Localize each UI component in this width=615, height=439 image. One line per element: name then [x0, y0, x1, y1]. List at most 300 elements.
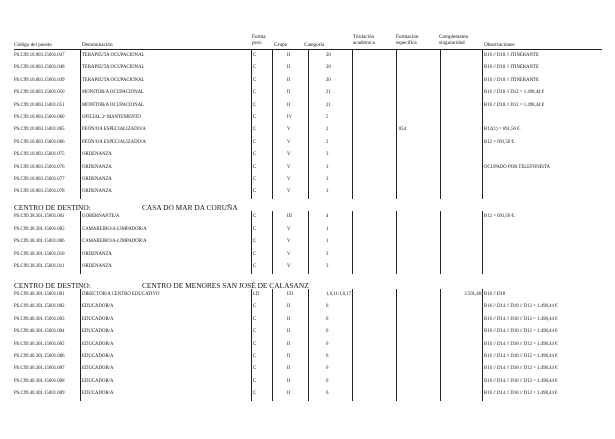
column-divider: [482, 186, 483, 198]
column-divider: [272, 236, 273, 249]
column-divider: [80, 301, 81, 313]
cell-forma-prov: C: [253, 65, 257, 71]
cell-forma-prov: C: [253, 264, 257, 270]
column-divider: [352, 174, 353, 186]
cell-categoria: 3: [326, 251, 329, 257]
table-row: [14, 351, 602, 363]
table-row: [14, 388, 602, 400]
cell-categoria: 20: [326, 65, 331, 71]
column-divider: [272, 289, 273, 301]
cell-forma-prov: C: [253, 90, 257, 96]
column-divider: [80, 224, 81, 237]
section-label: CENTRO DE DESTINO:: [14, 203, 91, 212]
cell-grupo: III: [287, 214, 292, 219]
column-divider: [308, 339, 309, 351]
column-divider: [482, 174, 483, 186]
column-divider: [251, 87, 252, 99]
column-divider: [80, 339, 81, 351]
column-divider: [308, 351, 309, 363]
column-divider: [80, 261, 81, 274]
column-divider: [352, 211, 353, 224]
column-divider: [440, 326, 441, 338]
cell-grupo: II: [287, 391, 291, 397]
column-divider: [482, 236, 483, 249]
column-divider: [272, 249, 273, 262]
cell-denominacion: EDUCADOR/A: [82, 366, 114, 372]
column-divider: [352, 326, 353, 338]
column-divider: [440, 87, 441, 99]
column-divider: [440, 289, 441, 301]
column-divider: [308, 75, 309, 87]
column-divider: [80, 236, 81, 249]
cell-observaciones: B16 // D18 // ITINERANTE: [484, 53, 539, 58]
column-divider: [482, 149, 483, 161]
column-divider: [308, 50, 309, 62]
column-divider: [251, 301, 252, 313]
column-divider: [272, 351, 273, 363]
column-divider: [440, 149, 441, 161]
column-divider: [308, 62, 309, 74]
column-divider: [308, 249, 309, 262]
column-divider: [251, 289, 252, 301]
column-divider: [272, 137, 273, 149]
cell-codigo: PS.C99.10.003.15001.066: [14, 139, 65, 145]
cell-forma-prov: C: [253, 139, 257, 145]
cell-observaciones: B16 // D14 // D18 // D12 = 1.498,44 €: [484, 316, 558, 322]
cell-categoria: 20: [326, 77, 331, 83]
column-divider: [251, 314, 252, 326]
column-divider: [272, 224, 273, 237]
cell-forma-prov: C: [253, 251, 257, 257]
cell-denominacion: ORDENANZA: [82, 251, 112, 257]
column-divider: [396, 326, 397, 338]
cell-observaciones: B16 // D18 // D12 = 1.498,44 €: [484, 90, 545, 96]
column-divider: [308, 301, 309, 313]
cell-denominacion: EDUCADOR/A: [82, 354, 114, 359]
column-divider: [352, 339, 353, 351]
column-divider: [352, 87, 353, 99]
column-divider: [396, 112, 397, 124]
column-divider: [308, 174, 309, 186]
cell-categoria: 6: [326, 378, 329, 384]
column-divider: [272, 87, 273, 99]
column-divider: [440, 211, 441, 224]
cell-observaciones: B16 // D14 // D18 // D12 = 1.498,44 €: [484, 341, 558, 347]
cell-grupo: II: [287, 366, 291, 372]
cell-categoria: 20: [326, 53, 331, 58]
column-divider: [440, 112, 441, 124]
cell-categoria: 21: [326, 102, 331, 108]
column-divider: [272, 162, 273, 174]
cell-formacion: 854: [399, 127, 407, 133]
column-divider: [251, 124, 252, 136]
cell-denominacion: EDUCADOR/A: [82, 329, 114, 335]
cell-grupo: II: [287, 316, 291, 322]
column-divider: [272, 100, 273, 112]
header-grupo: Grupo: [274, 42, 288, 48]
column-divider: [272, 62, 273, 74]
column-divider: [251, 326, 252, 338]
column-divider: [308, 388, 309, 400]
table-row: [14, 186, 602, 198]
column-divider: [396, 363, 397, 375]
table-row: [14, 149, 602, 161]
section-name: CASA DO MAR DA CORUÑA: [142, 203, 238, 212]
header-formacion: Formación específica: [396, 34, 419, 46]
cell-grupo: V: [287, 139, 291, 145]
cell-denominacion: CAMAREIRO/A-LIMPADOR/A: [82, 226, 147, 232]
column-divider: [308, 162, 309, 174]
column-divider: [482, 339, 483, 351]
column-divider: [308, 137, 309, 149]
table-row: [14, 339, 602, 351]
cell-forma-prov: C: [253, 115, 257, 120]
column-divider: [396, 314, 397, 326]
cell-denominacion: CAMAREIRO/A-LIMPADOR/A: [82, 239, 147, 245]
section-label: CENTRO DE DESTINO:: [14, 281, 91, 290]
cell-codigo: PS.C99.38.301.15001.005: [14, 226, 65, 232]
cell-forma-prov: C: [253, 226, 257, 232]
cell-grupo: V: [287, 164, 291, 170]
column-divider: [482, 137, 483, 149]
table-row: [14, 211, 602, 224]
cell-observaciones: B12(1) = 691,56 €.: [484, 127, 521, 133]
column-divider: [251, 62, 252, 74]
column-divider: [80, 326, 81, 338]
header-denominacion: Denominación: [82, 42, 113, 48]
column-divider: [352, 224, 353, 237]
cell-observaciones: B16 // D18 // D12 = 1.498,44 €: [484, 102, 545, 108]
column-divider: [308, 224, 309, 237]
cell-categoria: 1: [326, 239, 329, 245]
column-divider: [352, 112, 353, 124]
column-divider: [272, 388, 273, 400]
column-divider: [396, 301, 397, 313]
column-divider: [308, 236, 309, 249]
column-divider: [396, 261, 397, 274]
column-divider: [440, 301, 441, 313]
column-divider: [482, 249, 483, 262]
section-name: CENTRO DE MENORES SAN JOSÉ DE CALASANZ: [142, 281, 309, 290]
cell-categoria: 3: [326, 152, 329, 158]
cell-observaciones: B16 // D18 // ITINERANTE: [484, 65, 539, 71]
table-row: [14, 376, 602, 388]
cell-denominacion: MONITOR/A OCUPACIONAL: [82, 90, 144, 96]
cell-forma-prov: C: [253, 239, 257, 245]
column-divider: [251, 261, 252, 274]
column-divider: [482, 224, 483, 237]
cell-categoria: 2: [326, 139, 329, 145]
column-divider: [396, 75, 397, 87]
cell-denominacion: OFICIAL 2ª MANTEMENTO: [82, 115, 141, 120]
column-divider: [251, 363, 252, 375]
column-divider: [352, 289, 353, 301]
column-divider: [80, 75, 81, 87]
column-divider: [440, 339, 441, 351]
table-row: [14, 261, 602, 274]
column-divider: [251, 162, 252, 174]
column-divider: [396, 174, 397, 186]
cell-codigo: PS.C99.10.003.15001.050: [14, 90, 65, 96]
column-divider: [482, 301, 483, 313]
column-divider: [251, 388, 252, 400]
column-divider: [80, 186, 81, 198]
cell-codigo: PS.C99.10.003.15001.051: [14, 102, 65, 108]
cell-forma-prov: C: [253, 341, 257, 347]
column-divider: [80, 289, 81, 301]
column-divider: [440, 236, 441, 249]
column-divider: [308, 363, 309, 375]
cell-codigo: PS.C99.40.301.15001.007: [14, 366, 65, 372]
cell-categoria: 6: [326, 316, 329, 322]
column-divider: [80, 174, 81, 186]
column-divider: [440, 363, 441, 375]
column-divider: [440, 388, 441, 400]
cell-grupo: II: [287, 329, 291, 335]
cell-observaciones: B16 // D18 // ITINERANTE: [484, 77, 539, 83]
cell-observaciones: OCUPADO POR TELEFONISTA: [484, 164, 550, 170]
table-row: [14, 75, 602, 87]
cell-observaciones: B16 // D14 // D18 // D12 = 1.498,44 €: [484, 304, 558, 310]
column-divider: [80, 62, 81, 74]
table-row: [14, 137, 602, 149]
column-divider: [396, 289, 397, 301]
cell-denominacion: PEÓN/OA ESPECIALIZADO/A: [82, 127, 146, 133]
column-divider: [352, 162, 353, 174]
cell-categoria: 6: [326, 354, 329, 359]
column-divider: [251, 100, 252, 112]
cell-grupo: V: [287, 264, 291, 270]
column-divider: [308, 314, 309, 326]
cell-categoria: 6: [326, 391, 329, 397]
cell-grupo: V: [287, 189, 291, 195]
cell-grupo: II: [287, 90, 291, 96]
column-divider: [251, 376, 252, 388]
column-divider: [396, 137, 397, 149]
cell-codigo: PS.C99.40.301.15001.009: [14, 391, 65, 397]
cell-forma-prov: C: [253, 316, 257, 322]
column-divider: [440, 261, 441, 274]
cell-observaciones: B12 = 691,56 €.: [484, 139, 516, 145]
table-row: [14, 62, 602, 74]
column-divider: [482, 326, 483, 338]
column-divider: [482, 351, 483, 363]
column-divider: [80, 351, 81, 363]
table-row: [14, 326, 602, 338]
column-divider: [251, 249, 252, 262]
column-divider: [396, 224, 397, 237]
table-row: [14, 112, 602, 124]
column-divider: [396, 186, 397, 198]
column-divider: [482, 100, 483, 112]
column-divider: [352, 351, 353, 363]
cell-denominacion: ORDENANZA: [82, 164, 112, 170]
cell-observaciones: B16 // D14 // D18 // D12 = 1.498,44 €: [484, 354, 558, 359]
column-divider: [396, 351, 397, 363]
column-divider: [396, 388, 397, 400]
cell-denominacion: EDUCADOR/A: [82, 304, 114, 310]
cell-categoria: 5: [326, 115, 329, 120]
column-divider: [272, 301, 273, 313]
cell-codigo: PS.C99.10.003.15001.075: [14, 152, 65, 158]
cell-codigo: PS.C99.10.003.15001.077: [14, 177, 65, 182]
cell-complemento: 3.591,48: [464, 292, 481, 297]
cell-forma-prov: C: [253, 189, 257, 195]
cell-denominacion: TERAPEUTA OCUPACIONAL: [82, 65, 145, 71]
cell-forma-prov: C: [253, 77, 257, 83]
column-divider: [440, 137, 441, 149]
cell-forma-prov: C: [253, 102, 257, 108]
cell-forma-prov: C: [253, 378, 257, 384]
column-divider: [272, 174, 273, 186]
cell-forma-prov: C: [253, 164, 257, 170]
header-observaciones: Observaciones: [484, 42, 515, 48]
column-divider: [396, 211, 397, 224]
column-divider: [251, 149, 252, 161]
cell-grupo: II: [287, 77, 291, 83]
cell-codigo: PS.C99.40.301.15001.006: [14, 354, 65, 359]
cell-forma-prov: C: [253, 354, 257, 359]
column-divider: [272, 149, 273, 161]
cell-grupo: II: [287, 341, 291, 347]
table-row: [14, 289, 602, 301]
cell-denominacion: ORDENANZA: [82, 264, 112, 270]
table-row: [14, 174, 602, 186]
column-divider: [352, 363, 353, 375]
column-divider: [251, 339, 252, 351]
header-forma-prov: Forma prov.: [252, 34, 266, 46]
column-divider: [352, 388, 353, 400]
cell-codigo: PS.C99.38.301.15001.011: [14, 264, 65, 270]
table-row: [14, 363, 602, 375]
cell-categoria: 3: [326, 177, 329, 182]
column-divider: [396, 149, 397, 161]
cell-denominacion: EDUCADOR/A: [82, 316, 114, 322]
cell-observaciones: B12 = 691,56 €.: [484, 214, 516, 219]
column-divider: [482, 314, 483, 326]
column-divider: [251, 224, 252, 237]
cell-grupo: V: [287, 127, 291, 133]
column-divider: [396, 376, 397, 388]
column-divider: [80, 314, 81, 326]
cell-denominacion: EDUCADOR/A: [82, 341, 114, 347]
column-divider: [308, 289, 309, 301]
column-divider: [396, 62, 397, 74]
column-divider: [352, 50, 353, 62]
cell-codigo: PS.C99.40.301.15001.002: [14, 304, 65, 310]
column-divider: [482, 162, 483, 174]
column-divider: [251, 211, 252, 224]
column-divider: [80, 363, 81, 375]
cell-codigo: PS.C99.10.003.15001.048: [14, 65, 65, 71]
column-divider: [352, 376, 353, 388]
column-divider: [308, 186, 309, 198]
column-divider: [440, 124, 441, 136]
column-divider: [482, 87, 483, 99]
column-divider: [251, 75, 252, 87]
cell-denominacion: ORDENANZA: [82, 189, 112, 195]
column-divider: [80, 249, 81, 262]
cell-forma-prov: C: [253, 127, 257, 133]
cell-forma-prov: C: [253, 152, 257, 158]
cell-grupo: V: [287, 239, 291, 245]
cell-grupo: V: [287, 251, 291, 257]
cell-codigo: PS.C99.10.003.15001.078: [14, 189, 65, 195]
column-divider: [272, 186, 273, 198]
column-divider: [440, 50, 441, 62]
cell-forma-prov: C: [253, 329, 257, 335]
column-divider: [440, 224, 441, 237]
column-divider: [272, 211, 273, 224]
column-divider: [272, 376, 273, 388]
column-divider: [352, 100, 353, 112]
cell-observaciones: B16 // D14 // D18 // D12 = 1.498,44 €: [484, 378, 558, 384]
column-divider: [308, 112, 309, 124]
column-divider: [251, 351, 252, 363]
cell-codigo: PS.C99.40.301.15001.003: [14, 316, 65, 322]
column-divider: [352, 301, 353, 313]
column-divider: [352, 75, 353, 87]
cell-grupo: II: [287, 53, 291, 58]
column-divider: [440, 186, 441, 198]
column-divider: [396, 124, 397, 136]
column-divider: [272, 261, 273, 274]
column-divider: [396, 249, 397, 262]
cell-grupo: V: [287, 177, 291, 182]
column-divider: [251, 174, 252, 186]
cell-grupo: I/II: [287, 292, 294, 297]
column-divider: [440, 62, 441, 74]
cell-codigo: PS.C99.40.301.15001.008: [14, 378, 65, 384]
table-row: [14, 124, 602, 136]
cell-denominacion: PEÓN/OA ESPECIALIZADO/A: [82, 139, 146, 145]
cell-forma-prov: C: [253, 214, 257, 219]
column-divider: [352, 186, 353, 198]
column-divider: [352, 236, 353, 249]
cell-codigo: PS.C99.38.301.15001.006: [14, 239, 65, 245]
column-divider: [440, 249, 441, 262]
column-divider: [352, 261, 353, 274]
cell-codigo: PS.C99.40.301.15001.005: [14, 341, 65, 347]
column-divider: [308, 261, 309, 274]
column-divider: [80, 87, 81, 99]
cell-denominacion: EDUCADOR/A: [82, 378, 114, 384]
column-divider: [80, 112, 81, 124]
cell-forma-prov: C: [253, 391, 257, 397]
column-divider: [308, 211, 309, 224]
column-divider: [308, 100, 309, 112]
column-divider: [482, 50, 483, 62]
column-divider: [272, 112, 273, 124]
column-divider: [308, 124, 309, 136]
column-divider: [482, 261, 483, 274]
column-divider: [440, 376, 441, 388]
cell-grupo: V: [287, 152, 291, 158]
cell-codigo: PS.C99.10.003.15001.076: [14, 164, 65, 170]
column-divider: [272, 339, 273, 351]
column-divider: [396, 162, 397, 174]
column-divider: [352, 314, 353, 326]
column-divider: [396, 50, 397, 62]
cell-forma-prov: C: [253, 366, 257, 372]
column-divider: [80, 162, 81, 174]
cell-codigo: PS.C99.10.003.15001.060: [14, 115, 65, 120]
column-divider: [396, 339, 397, 351]
cell-denominacion: ORDENANZA: [82, 152, 112, 158]
header-titulacion: Titulación académica: [353, 34, 375, 46]
column-divider: [440, 75, 441, 87]
cell-categoria: 6: [326, 304, 329, 310]
